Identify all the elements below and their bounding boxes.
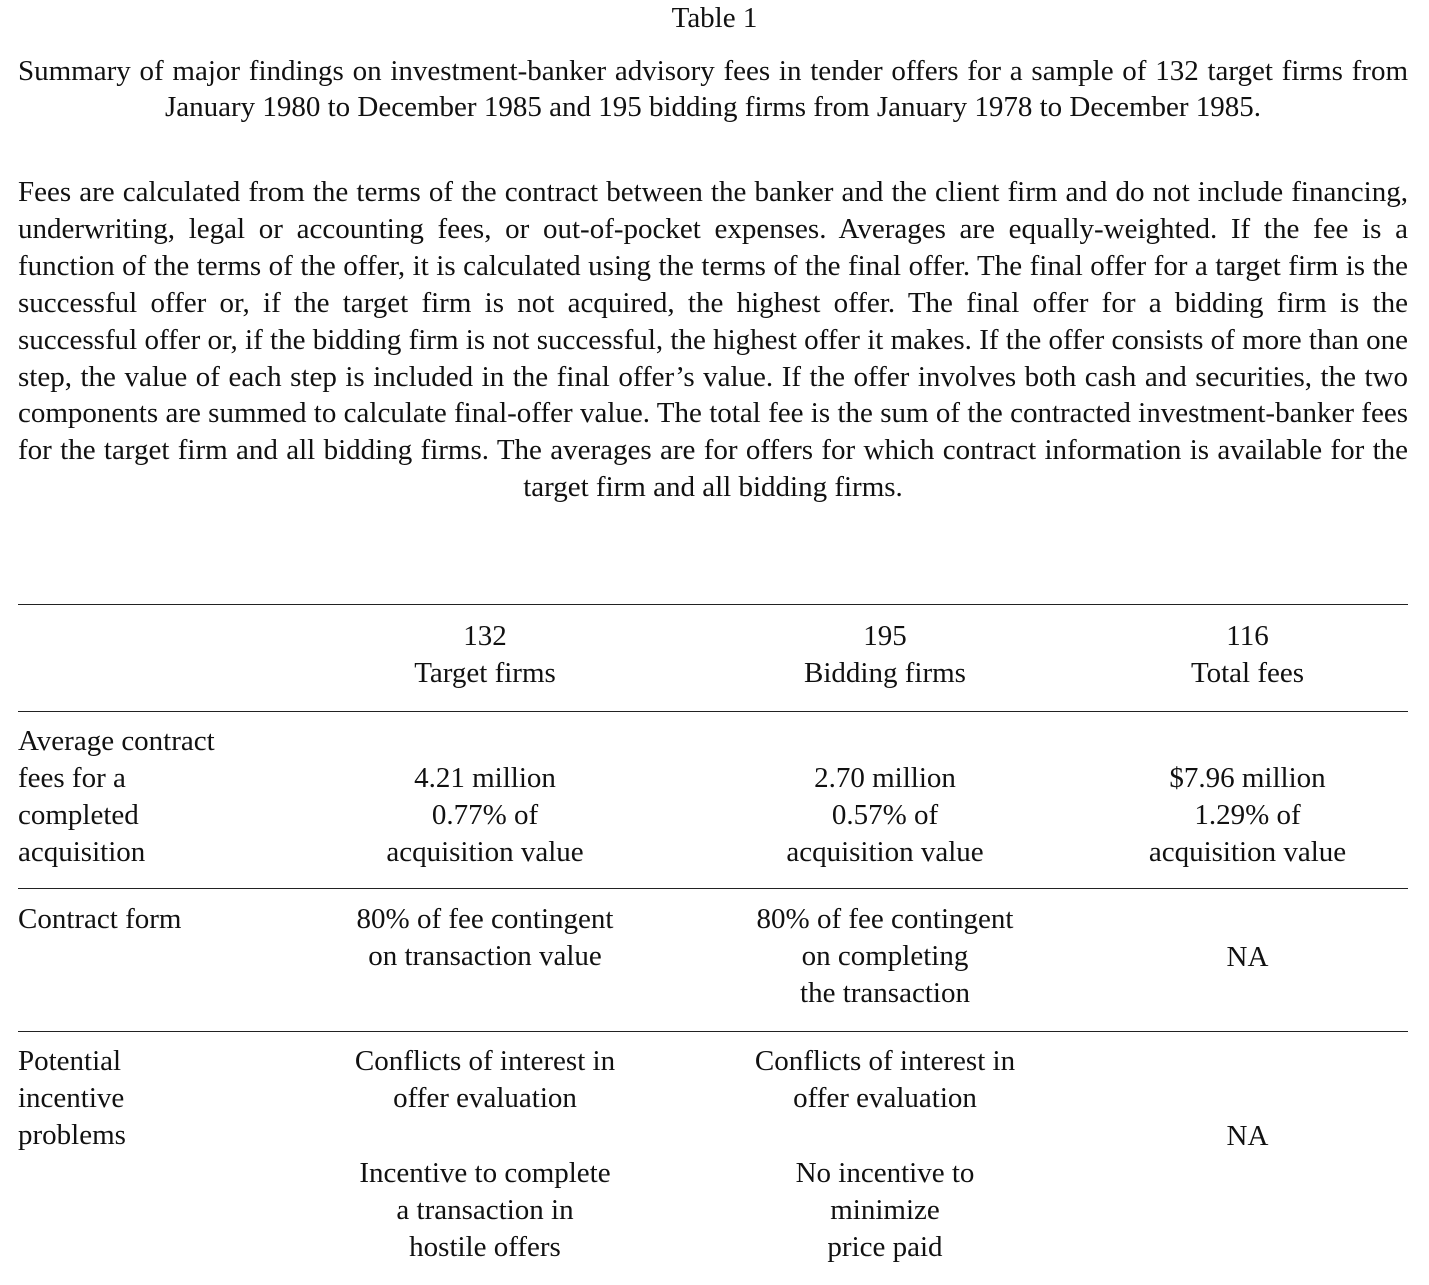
cell-line: price paid [827, 1231, 943, 1263]
row-label-fees [18, 723, 298, 871]
row-rule [18, 888, 1408, 889]
cell-line: Conflicts of interest in [754, 1045, 1016, 1077]
cell-line: offer evaluation [393, 1082, 577, 1114]
cell-fees-target [300, 760, 670, 871]
cell-incentive-bidding-b [700, 1155, 1070, 1266]
cell-incentive-total [1065, 1118, 1429, 1155]
cell-line: 4.21 million [414, 762, 556, 794]
cell-form-total [1065, 939, 1429, 976]
cell-line: 80% of fee contingent [756, 903, 1014, 935]
column-label: Target firms [414, 657, 556, 689]
cell-line: hostile offers [409, 1231, 561, 1263]
cell-line: Incentive to complete [359, 1157, 611, 1189]
row-label-incentive [18, 1043, 298, 1154]
column-label: Bidding firms [804, 657, 966, 689]
row-label-line: incentive [18, 1082, 125, 1114]
cell-line: on transaction value [368, 940, 602, 972]
column-count: 116 [1226, 620, 1269, 652]
header-rule [18, 711, 1408, 712]
row-label-line: problems [18, 1119, 126, 1151]
cell-line: 80% of fee contingent [356, 903, 614, 935]
row-label-line: fees for a [18, 762, 126, 794]
cell-form-bidding [700, 901, 1070, 1012]
cell-line: 2.70 million [814, 762, 956, 794]
cell-line: acquisition value [386, 836, 584, 868]
cell-incentive-bidding-a [700, 1043, 1070, 1117]
cell-incentive-target-a [300, 1043, 670, 1117]
row-label-line: Potential [18, 1045, 122, 1077]
table-caption: Summary of major findings on investment-banker advisory fees in tender offers for a sample of 132 target firms from January 1980 to December 1985 and 195 bidding firms from January 1978 to December 1985. [18, 55, 1408, 123]
cell-incentive-target-b [300, 1155, 670, 1266]
table-notes: Fees are calculated from the terms of the contract between the banker and the client firm and do not include financing, underwriting, legal or accounting fees, or out-of-pocket expenses. Averages are equally-weighted. If the fee is a function of the terms of the offer, it is calculated using the terms of the final offer. The final offer for a target firm is the successful offer or, if the target firm is not acquired, the highest offer. The final offer for a bidding firm is the successful offer or, if the bidding firm is not successful, the highest offer it makes. If the offer consists of more than one step, the value of each step is included in the final offer’s value. If the offer involves both cash and securities, the two components are summed to calculate final-offer value. The total fee is the sum of the contracted investment-banker fees for the target firm and all bidding firms. The averages are for offers for which contract information is available for the target firm and all bidding firms. [18, 176, 1408, 504]
cell-form-target [300, 901, 670, 975]
cell-line: $7.96 million [1169, 762, 1326, 794]
cell-line: on completing [801, 940, 969, 972]
cell-fees-bidding [700, 760, 1070, 871]
column-count: 132 [463, 620, 507, 652]
column-header-target [300, 618, 670, 692]
cell-fees-total [1065, 760, 1429, 871]
column-label: Total fees [1190, 657, 1305, 689]
row-label-line: acquisition [18, 836, 146, 868]
row-label-line: completed [18, 799, 139, 831]
cell-line: 0.57% of [831, 799, 939, 831]
column-header-total [1065, 618, 1429, 692]
column-header-bidding [700, 618, 1070, 692]
cell-line: NA [1226, 1120, 1269, 1152]
cell-line: minimize [830, 1194, 940, 1226]
column-count: 195 [863, 620, 907, 652]
row-rule [18, 1031, 1408, 1032]
cell-line: acquisition value [786, 836, 984, 868]
cell-line: the transaction [800, 977, 970, 1009]
cell-line: No incentive to [795, 1157, 975, 1189]
row-label-form [18, 901, 298, 938]
cell-line: NA [1226, 941, 1269, 973]
row-label-line: Contract form [18, 903, 182, 935]
cell-line: acquisition value [1148, 836, 1347, 868]
cell-line: Conflicts of interest in [354, 1045, 616, 1077]
cell-line: offer evaluation [793, 1082, 977, 1114]
cell-line: 0.77% of [431, 799, 539, 831]
table-label: Table 1 [671, 2, 758, 34]
table-top-rule [18, 604, 1408, 605]
row-label-line: Average contract [18, 725, 215, 757]
cell-line: 1.29% of [1194, 799, 1301, 831]
cell-line: a transaction in [396, 1194, 574, 1226]
